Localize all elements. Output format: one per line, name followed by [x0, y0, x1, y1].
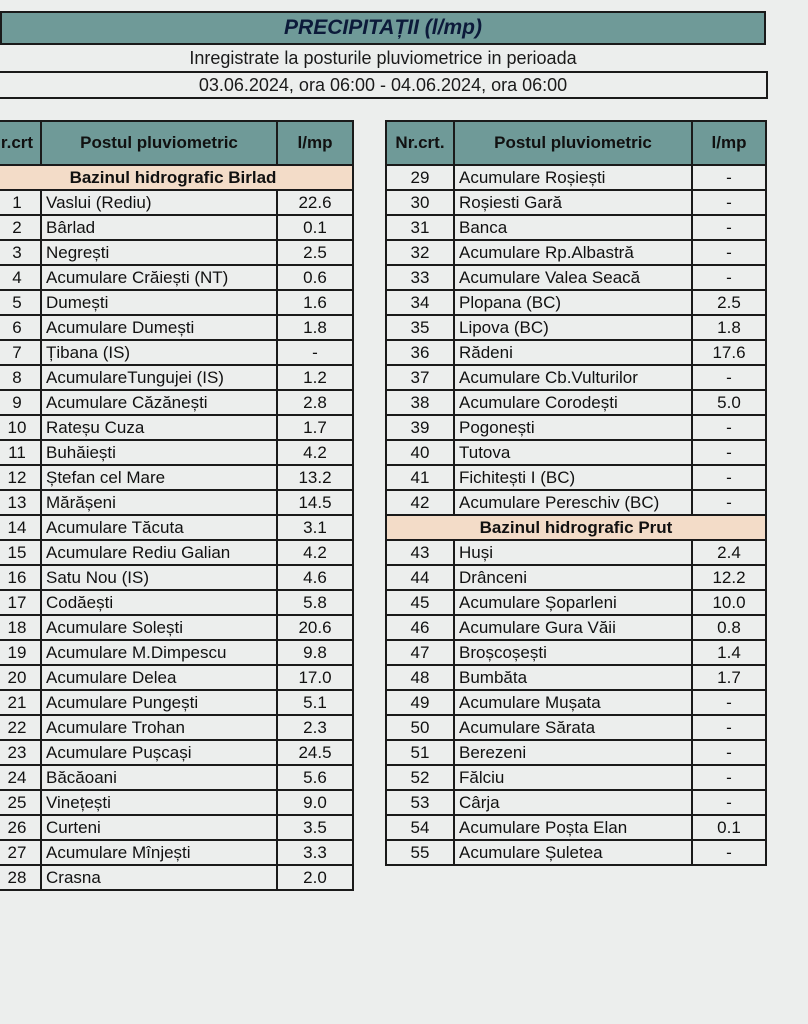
station-name: Curteni: [41, 815, 277, 840]
precipitation-value: 2.8: [277, 390, 353, 415]
table-row: [0, 290, 353, 315]
table-row: [386, 690, 766, 715]
station-name: Roșiesti Gară: [454, 190, 692, 215]
row-number: 3: [0, 240, 41, 265]
row-number: 2: [0, 215, 41, 240]
precipitation-value: 4.2: [277, 440, 353, 465]
precipitation-value: 2.5: [692, 290, 766, 315]
row-number: 52: [386, 765, 454, 790]
row-number: 33: [386, 265, 454, 290]
precipitation-value: 5.6: [277, 765, 353, 790]
table-row: [0, 415, 353, 440]
station-name: Acumulare Pungești: [41, 690, 277, 715]
row-number: 23: [0, 740, 41, 765]
table-row: [386, 565, 766, 590]
row-number: 55: [386, 840, 454, 865]
table-row: [0, 640, 353, 665]
station-name: Negrești: [41, 240, 277, 265]
table-row: [0, 790, 353, 815]
station-name: Plopana (BC): [454, 290, 692, 315]
precipitation-value: 5.1: [277, 690, 353, 715]
row-number: 44: [386, 565, 454, 590]
station-name: Broșcoșești: [454, 640, 692, 665]
header-lmp: l/mp: [277, 121, 353, 165]
table-row: [386, 790, 766, 815]
table-row: [386, 440, 766, 465]
row-number: 20: [0, 665, 41, 690]
table-row: [386, 215, 766, 240]
station-name: Acumulare Pereschiv (BC): [454, 490, 692, 515]
precipitation-value: -: [692, 765, 766, 790]
table-row: [0, 840, 353, 865]
station-name: Rădeni: [454, 340, 692, 365]
row-number: 41: [386, 465, 454, 490]
precipitation-value: -: [692, 490, 766, 515]
station-name: Acumulare Șuletea: [454, 840, 692, 865]
station-name: Acumulare Solești: [41, 615, 277, 640]
precipitation-value: -: [692, 690, 766, 715]
table-row: [386, 290, 766, 315]
station-name: AcumulareTungujei (IS): [41, 365, 277, 390]
station-name: Acumulare M.Dimpescu: [41, 640, 277, 665]
row-number: 47: [386, 640, 454, 665]
table-row: [0, 515, 353, 540]
precipitation-value: -: [692, 740, 766, 765]
precipitation-value: 4.2: [277, 540, 353, 565]
row-number: 13: [0, 490, 41, 515]
station-name: Băcăoani: [41, 765, 277, 790]
station-name: Acumulare Valea Seacă: [454, 265, 692, 290]
station-name: Acumulare Tăcuta: [41, 515, 277, 540]
precipitation-value: 17.0: [277, 665, 353, 690]
table-row: [386, 640, 766, 665]
precipitation-value: -: [692, 840, 766, 865]
precipitation-value: 9.8: [277, 640, 353, 665]
precipitation-value: -: [692, 715, 766, 740]
table-row: [0, 590, 353, 615]
table-row: [0, 715, 353, 740]
station-name: Vinețești: [41, 790, 277, 815]
station-name: Fichitești I (BC): [454, 465, 692, 490]
precipitation-value: -: [277, 340, 353, 365]
precipitation-value: 12.2: [692, 565, 766, 590]
precipitation-value: 0.6: [277, 265, 353, 290]
precipitation-value: 5.8: [277, 590, 353, 615]
row-number: 37: [386, 365, 454, 390]
precipitation-value: 2.0: [277, 865, 353, 890]
table-row: [386, 340, 766, 365]
table-row: [386, 540, 766, 565]
table-row: [386, 390, 766, 415]
station-name: Acumulare Cb.Vulturilor: [454, 365, 692, 390]
table-row: [0, 190, 353, 215]
station-name: Crasna: [41, 865, 277, 890]
row-number: 53: [386, 790, 454, 815]
row-number: 22: [0, 715, 41, 740]
precipitation-value: 2.5: [277, 240, 353, 265]
table-row: [386, 740, 766, 765]
row-number: 11: [0, 440, 41, 465]
precipitation-value: 24.5: [277, 740, 353, 765]
row-number: 16: [0, 565, 41, 590]
row-number: 27: [0, 840, 41, 865]
row-number: 54: [386, 815, 454, 840]
table-row: [0, 615, 353, 640]
station-name: Lipova (BC): [454, 315, 692, 340]
table-header-row: [386, 121, 766, 165]
table-row: [0, 265, 353, 290]
table-row: [386, 840, 766, 865]
table-row: [386, 590, 766, 615]
station-name: Acumulare Dumești: [41, 315, 277, 340]
row-number: 15: [0, 540, 41, 565]
table-row: [0, 315, 353, 340]
table-row: [386, 615, 766, 640]
period-range: 03.06.2024, ora 06:00 - 04.06.2024, ora 06:00: [0, 71, 768, 99]
row-number: 46: [386, 615, 454, 640]
right-precipitation-table: [385, 120, 767, 866]
station-name: Pogonești: [454, 415, 692, 440]
table-row: [0, 490, 353, 515]
station-name: Dumești: [41, 290, 277, 315]
station-name: Acumulare Corodești: [454, 390, 692, 415]
station-name: Acumulare Rp.Albastră: [454, 240, 692, 265]
station-name: Buhăiești: [41, 440, 277, 465]
precipitation-value: -: [692, 415, 766, 440]
precipitation-value: -: [692, 215, 766, 240]
precipitation-value: -: [692, 240, 766, 265]
station-name: Acumulare Căzănești: [41, 390, 277, 415]
table-row: [0, 815, 353, 840]
station-name: Acumulare Șoparleni: [454, 590, 692, 615]
table-row: [0, 665, 353, 690]
table-row: [386, 815, 766, 840]
station-name: Bârlad: [41, 215, 277, 240]
row-number: 7: [0, 340, 41, 365]
station-name: Acumulare Sărata: [454, 715, 692, 740]
station-name: Mărășeni: [41, 490, 277, 515]
station-name: Acumulare Gura Văii: [454, 615, 692, 640]
row-number: 43: [386, 540, 454, 565]
precipitation-value: 3.5: [277, 815, 353, 840]
precipitation-value: 1.8: [692, 315, 766, 340]
precipitation-value: -: [692, 265, 766, 290]
station-name: Ștefan cel Mare: [41, 465, 277, 490]
precipitation-value: 4.6: [277, 565, 353, 590]
row-number: 34: [386, 290, 454, 315]
page-title: PRECIPITAȚII (l/mp): [0, 11, 766, 45]
station-name: Satu Nou (IS): [41, 565, 277, 590]
table-row: [0, 765, 353, 790]
row-number: 26: [0, 815, 41, 840]
station-name: Bumbăta: [454, 665, 692, 690]
station-name: Acumulare Mușata: [454, 690, 692, 715]
row-number: 24: [0, 765, 41, 790]
header-lmp: l/mp: [692, 121, 766, 165]
precipitation-value: 1.2: [277, 365, 353, 390]
station-name: Huși: [454, 540, 692, 565]
station-name: Acumulare Delea: [41, 665, 277, 690]
row-number: 10: [0, 415, 41, 440]
row-number: 50: [386, 715, 454, 740]
header-post: Postul pluviometric: [41, 121, 277, 165]
header-nr: Nr.crt.: [386, 121, 454, 165]
row-number: 31: [386, 215, 454, 240]
precipitation-value: -: [692, 465, 766, 490]
precipitation-value: 13.2: [277, 465, 353, 490]
header-post: Postul pluviometric: [454, 121, 692, 165]
precipitation-value: 1.6: [277, 290, 353, 315]
row-number: 29: [386, 165, 454, 190]
precipitation-value: 0.1: [277, 215, 353, 240]
table-row: [386, 265, 766, 290]
header-nr: r.crt: [0, 121, 41, 165]
precipitation-value: -: [692, 190, 766, 215]
table-row: [0, 740, 353, 765]
row-number: 14: [0, 515, 41, 540]
table-row: [0, 365, 353, 390]
precipitation-value: 10.0: [692, 590, 766, 615]
row-number: 18: [0, 615, 41, 640]
table-row: [386, 365, 766, 390]
table-row: [0, 865, 353, 890]
station-name: Acumulare Roșiești: [454, 165, 692, 190]
basin-label: Bazinul hidrografic Birlad: [0, 165, 353, 190]
table-row: [386, 465, 766, 490]
station-name: Banca: [454, 215, 692, 240]
station-name: Acumulare Rediu Galian: [41, 540, 277, 565]
station-name: Țibana (IS): [41, 340, 277, 365]
period-caption: Inregistrate la posturile pluviometrice in perioada: [189, 48, 577, 68]
station-name: Acumulare Crăiești (NT): [41, 265, 277, 290]
table-row: [386, 490, 766, 515]
row-number: 36: [386, 340, 454, 365]
precipitation-value: 3.3: [277, 840, 353, 865]
row-number: 51: [386, 740, 454, 765]
station-name: Acumulare Trohan: [41, 715, 277, 740]
precipitation-value: 20.6: [277, 615, 353, 640]
table-row: [386, 765, 766, 790]
row-number: 4: [0, 265, 41, 290]
table-row: [0, 465, 353, 490]
row-number: 8: [0, 365, 41, 390]
precipitation-value: 22.6: [277, 190, 353, 215]
station-name: Tutova: [454, 440, 692, 465]
basin-label: Bazinul hidrografic Prut: [386, 515, 766, 540]
precipitation-value: -: [692, 790, 766, 815]
precipitation-value: 0.1: [692, 815, 766, 840]
basin-row-prut: [386, 515, 766, 540]
precipitation-value: -: [692, 165, 766, 190]
row-number: 30: [386, 190, 454, 215]
row-number: 42: [386, 490, 454, 515]
station-name: Cârja: [454, 790, 692, 815]
table-row: [0, 440, 353, 465]
table-row: [386, 315, 766, 340]
row-number: 21: [0, 690, 41, 715]
row-number: 1: [0, 190, 41, 215]
row-number: 19: [0, 640, 41, 665]
precipitation-value: 9.0: [277, 790, 353, 815]
row-number: 28: [0, 865, 41, 890]
row-number: 5: [0, 290, 41, 315]
precipitation-value: 17.6: [692, 340, 766, 365]
row-number: 17: [0, 590, 41, 615]
table-row: [0, 215, 353, 240]
precipitation-value: 2.3: [277, 715, 353, 740]
row-number: 9: [0, 390, 41, 415]
table-row: [0, 690, 353, 715]
row-number: 25: [0, 790, 41, 815]
precipitation-value: -: [692, 440, 766, 465]
table-row: [0, 240, 353, 265]
row-number: 38: [386, 390, 454, 415]
table-row: [0, 565, 353, 590]
table-row: [0, 540, 353, 565]
precipitation-value: 1.7: [692, 665, 766, 690]
precipitation-value: 1.4: [692, 640, 766, 665]
basin-row-birlad: [0, 165, 353, 190]
left-precipitation-table: [0, 120, 354, 891]
table-row: [386, 190, 766, 215]
row-number: 48: [386, 665, 454, 690]
row-number: 12: [0, 465, 41, 490]
row-number: 6: [0, 315, 41, 340]
table-row: [386, 240, 766, 265]
station-name: Berezeni: [454, 740, 692, 765]
table-header-row: [0, 121, 353, 165]
station-name: Acumulare Mînjești: [41, 840, 277, 865]
precipitation-value: 0.8: [692, 615, 766, 640]
precipitation-value: 1.8: [277, 315, 353, 340]
station-name: Acumulare Poșta Elan: [454, 815, 692, 840]
station-name: Codăești: [41, 590, 277, 615]
precipitation-value: 2.4: [692, 540, 766, 565]
table-row: [386, 165, 766, 190]
table-row: [0, 390, 353, 415]
station-name: Vaslui (Rediu): [41, 190, 277, 215]
precipitation-value: 14.5: [277, 490, 353, 515]
station-name: Acumulare Pușcași: [41, 740, 277, 765]
table-row: [386, 715, 766, 740]
row-number: 45: [386, 590, 454, 615]
precipitation-value: 3.1: [277, 515, 353, 540]
precipitation-value: 1.7: [277, 415, 353, 440]
precipitation-value: 5.0: [692, 390, 766, 415]
row-number: 35: [386, 315, 454, 340]
station-name: Rateșu Cuza: [41, 415, 277, 440]
station-name: Drânceni: [454, 565, 692, 590]
table-row: [386, 415, 766, 440]
row-number: 32: [386, 240, 454, 265]
table-row: [386, 665, 766, 690]
precipitation-value: -: [692, 365, 766, 390]
station-name: Fălciu: [454, 765, 692, 790]
row-number: 49: [386, 690, 454, 715]
row-number: 40: [386, 440, 454, 465]
table-row: [0, 340, 353, 365]
row-number: 39: [386, 415, 454, 440]
